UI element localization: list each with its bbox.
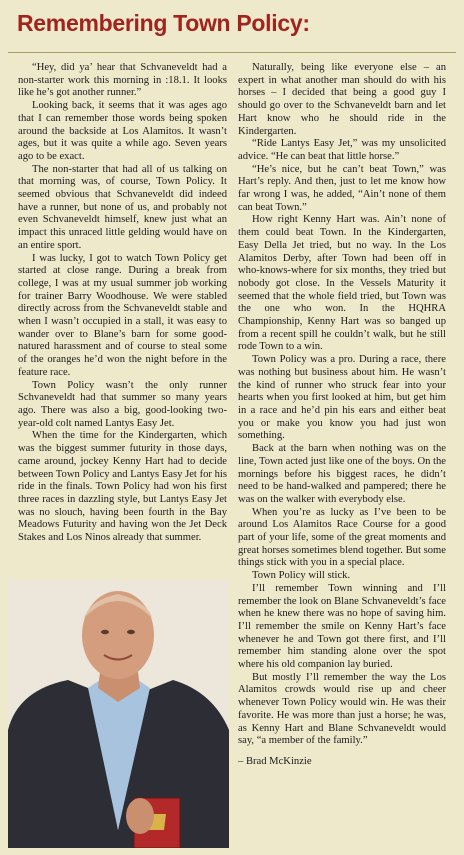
left-column [18, 62, 227, 545]
paragraph: Naturally, being like everyone else – an expert in what another man should do with his horses – I decided that being a good guy I should go over to the Schvaneveldt barn and let Hart know who he should ride in the Kindergarten. [238, 62, 446, 137]
paragraph: I was lucky, I got to watch Town Policy get started at close range. During a break from college, I was at my usual summer job working for trainer Barry Woodhouse. We were stabled directly across from the Schvaneveldt stable and when I wasn’t occupied in a stall, it was easy to wander over to Blane’s barn for some good-natured harassment and of course to steal some of the oranges he’d won the night before in the feature race. [18, 252, 227, 378]
paragraph: I’ll remember Town winning and I’ll remember the look on Blane Schvaneveldt’s face when he knew there was no hope of saving him. I’ll remember the smile on Kenny Hart’s face whenever he and Town got there first, and I’ll remember him standing alone over the spot where his old companion lay buried. [238, 582, 446, 671]
paragraph: When you’re as lucky as I’ve been to be around Los Alamitos Race Course for a good part of your life, some of the great moments and great horses sometimes blend together. But some things stick with you in a special place. [238, 506, 446, 569]
paragraph: How right Kenny Hart was. Ain’t none of them could beat Town. In the Kindergarten, Easy Della Jet tried, but no way. In the Los Alamitos Derby, after Town had been off in who-knows-where for six months, they tried but nobody got close. In the Vessels Maturity it seemed that the whole field tried, but Town was the one who won. In the HQHRA Championship, Kenny Hart was so banged up from a recent spill he couldn’t walk, but he still rode Town to a win. [238, 214, 446, 353]
author-byline: – Brad McKinzie [238, 755, 312, 767]
jockey-photo [8, 580, 229, 848]
paragraph: When the time for the Kindergarten, which was the biggest summer futurity in those days, came around, jockey Kenny Hart had to decide between Town Policy and Lantys Easy Jet for his ride in the finals. Town Policy had won his first three races in dazzling style, but Lantys Easy Jet was no slouch, having been fourth in the Bay Meadows Futurity and having won the Jet Deck Stakes and Los Ninos already that summer. [18, 430, 227, 544]
paragraph: Looking back, it seems that it was ages ago that I can remember those words being spoken around the backside at Los Alamitos. It wasn’t ages, but it was quite a while ago. Seven years ago to be exact. [18, 100, 227, 162]
paragraph: “Ride Lantys Easy Jet,” was my unsolicited advice. “He can beat that little horse.” [238, 138, 446, 162]
paragraph: But mostly I’ll remember the way the Los Alamitos crowds would rise up and cheer whenever Town Policy would win. He was their favorite. He was more than just a horse; he was, as Kenny Hart and Blane Schvaneveldt would say, “a member of the family.” [238, 671, 446, 747]
paragraph: The non-starter that had all of us talking on that morning was, of course, Town Policy. It seemed obvious that Schvaneveldt did indeed have a runner, but none of us, and probably not even Schvaneveldt himself, knew just what an impact this unraced little gelding would have on an entire sport. [18, 163, 227, 251]
paragraph: Town Policy will stick. [252, 570, 351, 582]
right-column [238, 62, 446, 769]
portrait-illustration [8, 580, 229, 848]
paragraph: “He’s nice, but he can’t beat Town,” was Hart’s reply. And then, just to let me know how far wrong I was, he added, “Ain’t none of them can beat Town.” [238, 163, 446, 213]
article-title: Remembering Town Policy: [17, 10, 310, 36]
paragraph: Back at the barn when nothing was on the line, Town acted just like one of the boys. On the mornings before his biggest races, he didn’t need to be hand-walked and pampered; there he was on the walker with everybody else. [238, 443, 446, 505]
paragraph: Town Policy was a pro. During a race, there was nothing but business about him. He wasn’t the kind of runner who struck fear into your hearts when you first looked at him, but get him in a race and he’d pin his ears and either beat you or make you know you had just won something. [238, 354, 446, 442]
paragraph: Town Policy wasn’t the only runner Schvaneveldt had that summer so many years ago. There was also a big, good-looking two-year-old colt named Lantys Easy Jet. [18, 379, 227, 429]
paragraph: “Hey, did ya’ hear that Schvaneveldt had a non-starter work this morning in :18.1. It looks like he’s got another runner.” [18, 62, 227, 99]
title-divider [8, 52, 456, 53]
